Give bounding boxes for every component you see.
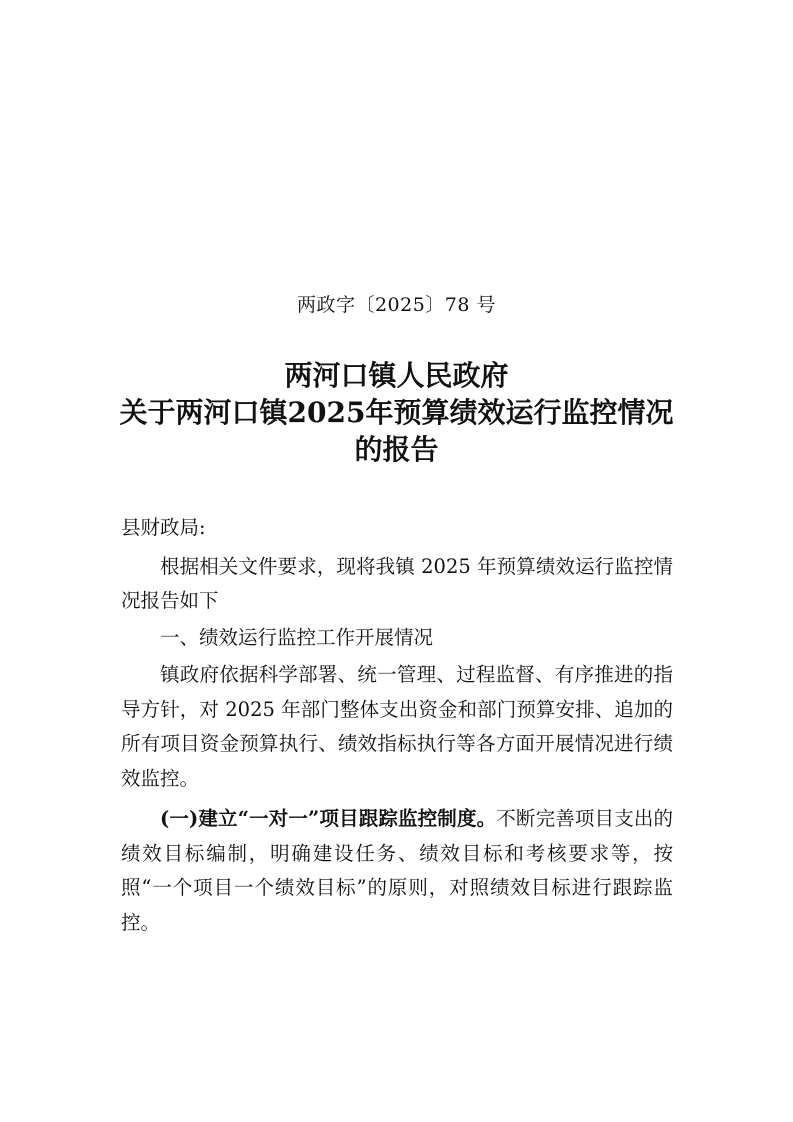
section-paragraph: 镇政府依据科学部署、统一管理、过程监督、有序推进的指导方针，对 2025 年部门整体支出资金和部门预算安排、追加的所有项目资金预算执行、绩效指标执行等各方面开展情况进行绩效监控。 bbox=[121, 663, 673, 790]
section-heading: 一、绩效运行监控工作开展情况 bbox=[160, 625, 434, 649]
document-number: 两政字〔2025〕78 号 bbox=[296, 294, 497, 316]
document-title bbox=[100, 357, 693, 468]
document-body bbox=[121, 511, 673, 940]
subsection-text: 不断完善项目支出的绩效目标编制，明确建设任务、绩效目标和考核要求等，按照“一个项目一个绩效目标”的原则，对照绩效目标进行跟踪监控。 bbox=[121, 807, 673, 934]
subsection-paragraph bbox=[121, 802, 673, 940]
title-line-1: 两河口镇人民政府 bbox=[284, 359, 509, 392]
title-line-2: 关于两河口镇2025年预算绩效运行监控情况 bbox=[119, 396, 674, 429]
intro-paragraph: 根据相关文件要求，现将我镇 2025 年预算绩效运行监控情况报告如下 bbox=[121, 554, 673, 612]
salutation: 县财政局: bbox=[121, 516, 206, 539]
subsection-title: (一)建立“一对一”项目跟踪监控制度。 bbox=[160, 807, 497, 830]
title-line-3: 的报告 bbox=[354, 433, 439, 466]
